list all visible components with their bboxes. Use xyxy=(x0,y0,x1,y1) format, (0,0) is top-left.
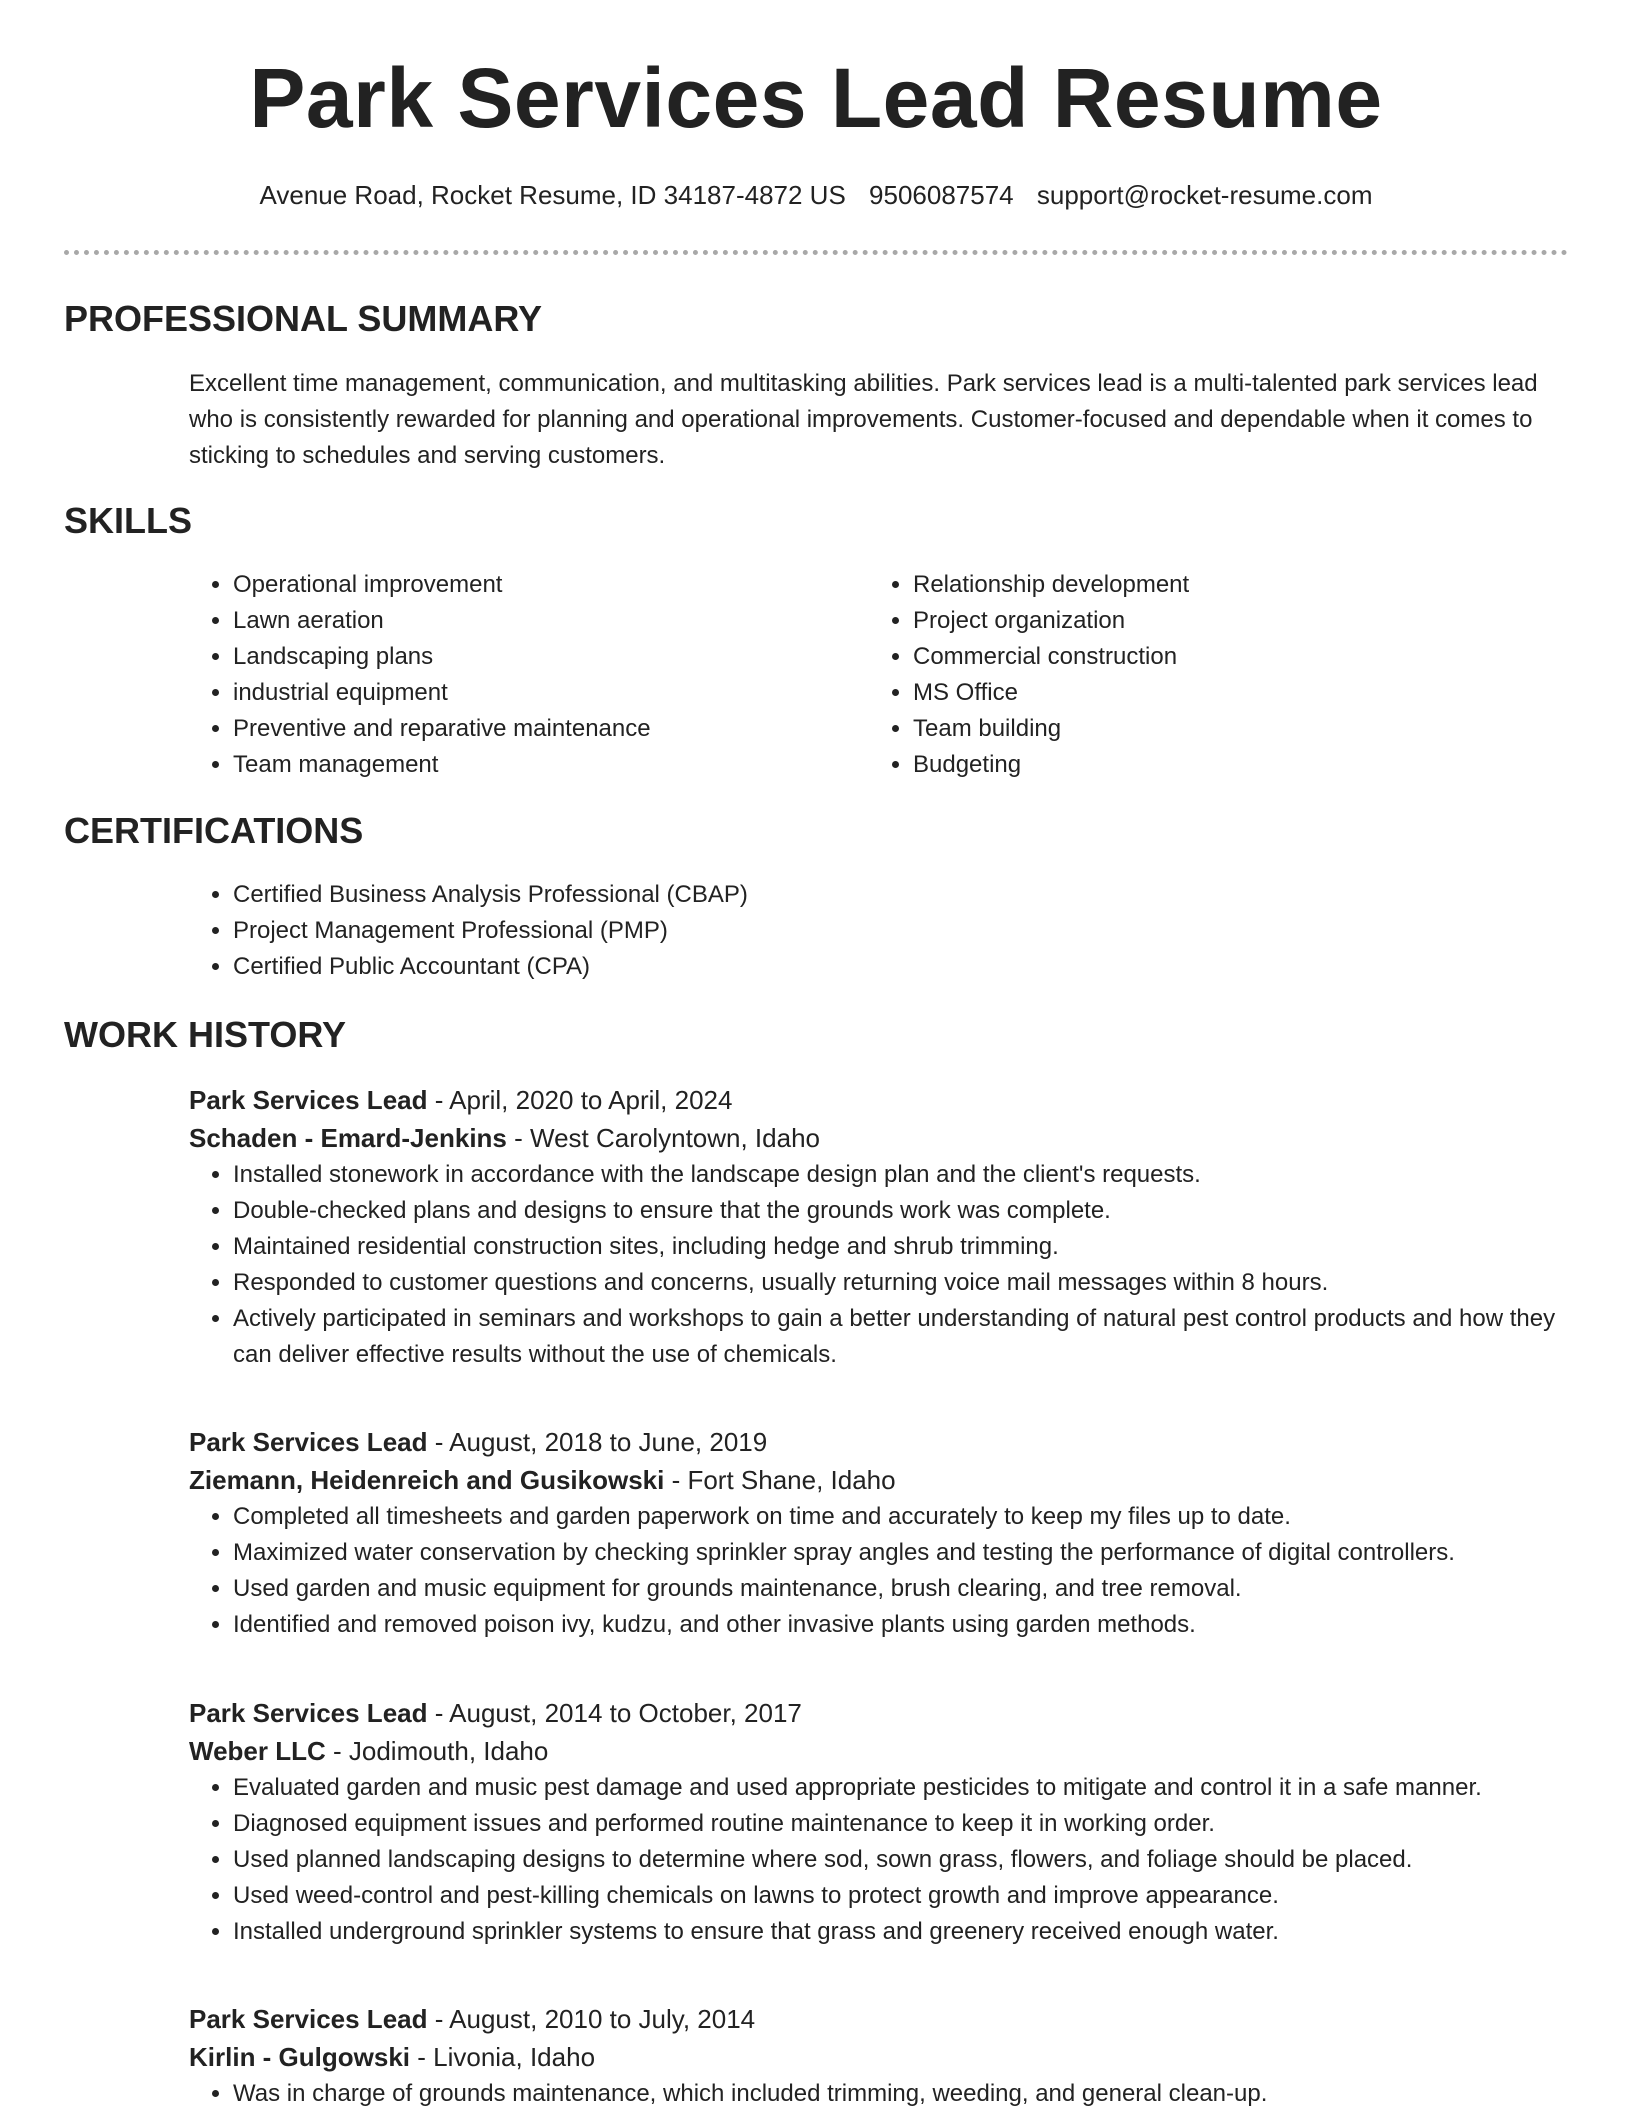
skill-item: • Team management xyxy=(233,747,869,783)
job-title-line xyxy=(189,2000,1568,2038)
summary-heading: PROFESSIONAL SUMMARY xyxy=(64,298,543,339)
job-title: Park Services Lead xyxy=(189,1085,428,1115)
job-bullet: • Identified and removed poison ivy, kudzu, and other invasive plants using garden methods. xyxy=(233,1607,1568,1643)
job-dates: - April, 2020 to April, 2024 xyxy=(427,1085,733,1115)
job-bullet: • Diagnosed equipment issues and performed routine maintenance to keep it in working order. xyxy=(233,1806,1568,1842)
skill-item: • MS Office xyxy=(913,675,1549,711)
summary-block xyxy=(189,366,1568,474)
job-dates: - August, 2010 to July, 2014 xyxy=(427,2004,756,2034)
certifications-block xyxy=(189,877,1568,985)
contact-address: Avenue Road, Rocket Resume, ID 34187-4872 US xyxy=(259,180,846,210)
job-bullet: • Used weed-control and pest-killing chemicals on lawns to protect growth and improve appearance. xyxy=(233,1878,1568,1914)
skill-item: • Relationship development xyxy=(913,567,1549,603)
job-bullet: • Actively participated in seminars and workshops to gain a better understanding of natural pest control products and how they can deliver effective results without the use of chemicals. xyxy=(233,1301,1568,1373)
skills-list xyxy=(189,567,1568,783)
job-bullet: • Maximized water conservation by checking sprinkler spray angles and testing the performance of digital controllers. xyxy=(233,1535,1568,1571)
job-dates: - August, 2014 to October, 2017 xyxy=(427,1698,802,1728)
job-bullet: • Maintained residential construction sites, including hedge and shrub trimming. xyxy=(233,1229,1568,1265)
skill-item: • industrial equipment xyxy=(233,675,869,711)
job-title-line xyxy=(189,1081,1568,1119)
certification-item: • Certified Business Analysis Professional (CBAP) xyxy=(233,877,1568,913)
skill-item: • Lawn aeration xyxy=(233,603,869,639)
job-bullet: • Used garden and music equipment for grounds maintenance, brush clearing, and tree removal. xyxy=(233,1571,1568,1607)
job-location: - Livonia, Idaho xyxy=(410,2042,596,2072)
contact-email: support@rocket-resume.com xyxy=(1036,180,1373,210)
job-bullet: • Responded to customer questions and concerns, usually returning voice mail messages within 8 hours. xyxy=(233,1265,1568,1301)
skill-item: • Team building xyxy=(913,711,1549,747)
job-bullet: • Used planned landscaping designs to determine where sod, sown grass, flowers, and foliage should be placed. xyxy=(233,1842,1568,1878)
job-company-line xyxy=(189,1119,1568,1157)
job-company: Kirlin - Gulgowski xyxy=(189,2042,411,2072)
job-dates: - August, 2018 to June, 2019 xyxy=(427,1427,768,1457)
job-company: Schaden - Emard-Jenkins xyxy=(189,1123,507,1153)
job-bullet: • Completed all timesheets and garden paperwork on time and accurately to keep my files up to date. xyxy=(233,1499,1568,1535)
job-entry xyxy=(189,1694,1568,1950)
job-title: Park Services Lead xyxy=(189,1698,428,1728)
skill-item: • Project organization xyxy=(913,603,1549,639)
job-location: - Jodimouth, Idaho xyxy=(325,1736,549,1766)
job-title-line xyxy=(189,1694,1568,1732)
skill-item: • Landscaping plans xyxy=(233,639,869,675)
job-entry xyxy=(189,1081,1568,1373)
skills-heading: SKILLS xyxy=(64,500,193,541)
contact-line xyxy=(0,180,1632,211)
skills-column-right xyxy=(869,567,1549,783)
job-bullet: • Double-checked plans and designs to ensure that the grounds work was complete. xyxy=(233,1193,1568,1229)
header-divider xyxy=(64,250,1568,255)
job-title: Park Services Lead xyxy=(189,2004,428,2034)
job-bullet: • Installed underground sprinkler systems to ensure that grass and greenery received enough water. xyxy=(233,1914,1568,1950)
job-company: Weber LLC xyxy=(189,1736,326,1766)
skill-item: • Operational improvement xyxy=(233,567,869,603)
job-entry xyxy=(189,1423,1568,1643)
job-bullet: • Evaluated garden and music pest damage and used appropriate pesticides to mitigate and control it in a safe manner. xyxy=(233,1770,1568,1806)
job-company-line xyxy=(189,1732,1568,1770)
job-location: - Fort Shane, Idaho xyxy=(664,1465,896,1495)
job-company-line xyxy=(189,2038,1568,2076)
contact-phone: 9506087574 xyxy=(869,180,1014,210)
skills-column-left xyxy=(189,567,869,783)
skill-item: • Commercial construction xyxy=(913,639,1549,675)
job-title: Park Services Lead xyxy=(189,1427,428,1457)
job-location: - West Carolyntown, Idaho xyxy=(506,1123,820,1153)
job-title-line xyxy=(189,1423,1568,1461)
skill-item: • Preventive and reparative maintenance xyxy=(233,711,869,747)
page-title: Park Services Lead Resume xyxy=(249,51,1383,145)
job-company-line xyxy=(189,1461,1568,1499)
certification-item: • Project Management Professional (PMP) xyxy=(233,913,1568,949)
job-company: Ziemann, Heidenreich and Gusikowski xyxy=(189,1465,665,1495)
job-bullet: • Installed stonework in accordance with the landscape design plan and the client's requests. xyxy=(233,1157,1568,1193)
work-history-heading: WORK HISTORY xyxy=(64,1014,347,1055)
certifications-heading: CERTIFICATIONS xyxy=(64,810,364,851)
certification-item: • Certified Public Accountant (CPA) xyxy=(233,949,1568,985)
job-entry xyxy=(189,2000,1568,2112)
summary-text: Excellent time management, communication, and multitasking abilities. Park services lead is a multi-talented park services lead who is consistently rewarded for planning and operational improvements. Customer-focused and dependable when it comes to sticking to schedules and serving customers. xyxy=(189,370,1538,469)
job-bullet: • Was in charge of grounds maintenance, which included trimming, weeding, and general clean-up. xyxy=(233,2076,1568,2112)
skill-item: • Budgeting xyxy=(913,747,1549,783)
